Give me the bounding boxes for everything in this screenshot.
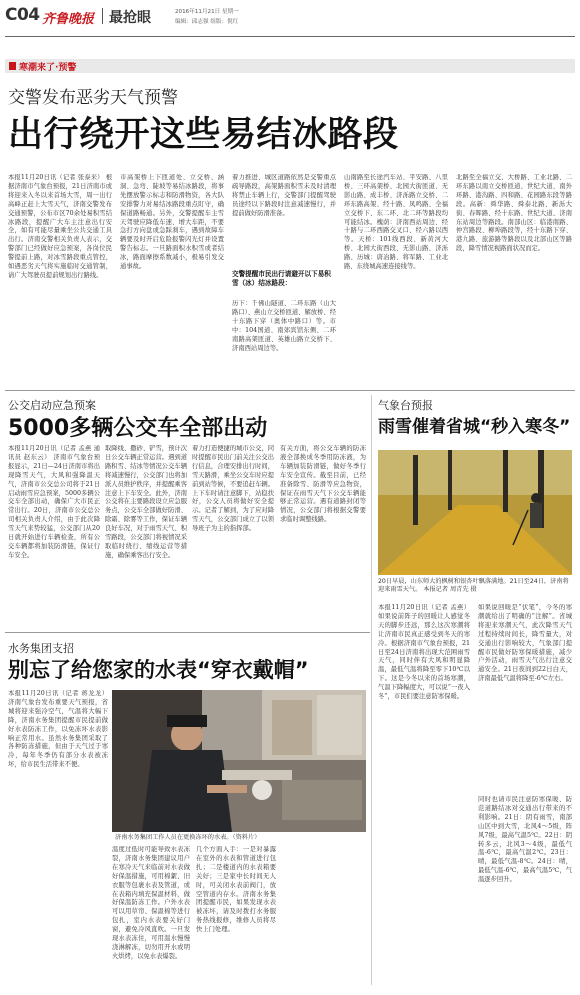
story3-col1: 本报11月20日讯（记者 蒋龙龙） 济南气象台发布重要天气预报，省城将迎来强冷空气，气温将大幅下降，济南水务集团提醒市民提前做好水表防冻工作，以免冻坏水表影响正常用水。虽然水务集团采取了各种防冻措施，但由于天气过于寒冷，每年冬季仍有部分水表被冻坏，给市民生活带来不便。 (8, 690, 108, 769)
story1-headline: 出行绕开这些易结冰路段 (8, 115, 399, 155)
column-divider (371, 395, 372, 985)
story2-col3: 着力打造便捷的城市公交，同时提醒市民出门前关注公交出行信息，合理安排出行时间，雪天路滑，乘坐公交车时应提前到站等候，不要追赶车辆。上下车时请注意脚下，站稳扶好，公交人员将做好安全提示。记者了解到，为了应对降雪天气，公交部门成立了以领导班子为主的指挥部。 (192, 445, 274, 533)
story4-headline: 雨雪催着省城“秒入寒冬” (378, 417, 571, 437)
story4-col1: 本报11月20日讯（记者 孟燕） 如果说前阵子的回暖让人感觉冬天的脚步还远，那么这次寒潮将让济南市民真正感受到冬天的寒冷。根据济南市气象台预报，21日至24日济南将出现大范围雨雪天气，同时伴有大风和明显降温，最低气温将降至零下10℃以下。这是今冬以来的首场寒潮，气温下降幅度大，可以说“一夜入冬”，市民们要注意防寒保暖。 (378, 604, 470, 701)
editor-line: 编辑：邱志强 组版：倪红 (175, 19, 239, 25)
masthead (5, 3, 575, 37)
divider-1 (5, 390, 575, 391)
story1-notice-box (232, 270, 336, 382)
story4-col2: 如果说回暖是“伏笔”，今冬的寒潮就给出了明确的“注解”。省城将迎来寒潮天气，此次降雪天气过程持续时间长，降雪量大，对交通出行影响较大，气象部门提醒市民做好防寒保暖措施，减少户外活动，雨雪天气出行注意交通安全。21日夜间到22日白天，济南最低气温将降至-6℃左右。 (478, 604, 572, 683)
story2-col4: 有关方面，将公交车辆的防冻液全部换成冬季用防冻液，为车辆加装防滑链，做好冬季行车安全宣传。截至目前，已经准备除雪、防滑等应急物资，保证在雨雪天气下公交车辆能够正常运营。遇有道路封闭等情况，公交部门将根据交警要求临时调整线路。 (280, 445, 366, 524)
notice-box-title: 交警提醒市民出行请避开以下易积雪（冰）结冰路段： (232, 270, 331, 287)
section-title: 最抢眼 (109, 10, 151, 26)
story1-col4: 山南路至长途汽车站、平安路、八里桥、三环高架桥、北园大街匝道、无影山路、成丰桥、济泺路立交桥、二环东路高架、经十路、凤鸣路、全福立交桥下、东二环、北二环等路段均可能结冰。槐荫：济南西站周边、经十路与二环西路交叉口、经六路以西等。天桥：101线西段、新黄河大桥、北园大街西段、无影山路、济泺路、历城：唐冶路、将军路、工业北路、东绕城高速连接线等。 (344, 174, 448, 271)
page-number: C04 (5, 5, 40, 25)
story1-col2: 市高架桥上下匝道处、立交桥、涵洞、急弯、陡坡等易结冰路段，将事先摆放警示标志和防滑物资，各大队安排警力对易结冰路段重点盯守，确保道路畅通。另外，交警提醒车主雪天驾驶应降低车速、增大车距，不要急打方向盘或急踩刹车，遇到故障车辆要及时开启危险报警闪光灯并设置警告标志。一旦路面积水积雪或者结冰，路面摩擦系数减小，极易引发交通事故。 (120, 174, 224, 271)
banner-text: 寒潮来了·预警 (19, 63, 77, 73)
autumn-leaves-photo (378, 450, 572, 575)
story1-col3: 着力推进、城区道路依然是交警重点疏导路段，高架路面积雪未及时清理将禁止车辆上行，交警部门提醒驾驶员途经以下路段时注意减速慢行，并提前做好防滑准备。 (232, 174, 336, 217)
autumn-leaves-caption: 20日早晨，山东师大的枫树和银杏叶飘落满地。21日至24日，济南将迎来雨雪天气。 本报记者 周青先 摄 (378, 578, 569, 593)
story1-kicker: 交警发布恶劣天气预警 (8, 88, 178, 108)
paper-logo: 齐鲁晚报 (42, 12, 95, 27)
story2-col2: 取降线、撒砂、铲雪，预计次日公交车辆正常运营。遇到道路积雪、结冰等情况公交车辆将减速慢行，公交部门也将加派人员维护秩序，并提醒乘客注意上下车安全。此外，济南公交将在主要路段设立应急服务点，公交车全部做好防滑、除霜、除雾等工作，保证车辆良好车况，对于雨雪天气、积雪路段，公交部门将视情况采取临时绕行、缩线运营等措施，确保乘客出行安全。 (105, 445, 187, 559)
header-divider (102, 8, 103, 24)
story2-headline: 5000多辆公交车全部出动 (8, 416, 268, 441)
notice-box-text: 历下：千佛山隧道、二环东路（山大路口）、燕山立交桥匝道、解放桥、经十东路下穿（奥体中路口）等。市中：104国道、南郊宾馆东侧、二环南路高架匝道、英雄山路立交桥下、济南西站周边等。 (232, 300, 336, 352)
water-meter-caption: 济南水务集团工作人员在更换冻坏的水表。（资料片） (115, 834, 261, 841)
water-meter-photo-image (112, 690, 366, 832)
story1-col5: 北路至全福立交、大桥路、工业北路、二环东路以南立交桥匝道、世纪大道、南外环路、港沟路、四和路、花园路东段等路段。高新：舜华路、舜泰北路、新泺大街、春晖路、经十东路、世纪大道、济南东站周边等路段。南部山区：临港南路、仲宫路段、柳埠路段等，经十东路下穿、港九路、旅游路等路段以及北部山区等路段，降雪情况视路面状况而定。 (456, 174, 572, 253)
water-meter-photo (112, 690, 366, 832)
story4-kicker: 气象台预报 (378, 399, 433, 412)
header-rule (5, 36, 575, 37)
story3-col2: 温度过低时可能导致水表冻裂，济南水务集团建议用户在寒冷天气来临前对水表做好保温措施，可用棉絮、旧衣服等包裹水表及管道，或在表箱内填充保温材料，做好保温防冻工作。户外水表可以用草帘、保温棉等进行包扎，室内水表要关好门窗，避免冷风直吹。一旦发现水表冻住，可用温水慢慢浇淋解冻，切勿用开水或明火烘烤，以免水表爆裂。 (112, 846, 190, 960)
divider-2 (5, 632, 370, 633)
banner-marker (9, 62, 16, 70)
story2-kicker: 公交启动应急预案 (8, 399, 96, 412)
section-banner (5, 59, 575, 73)
story1-col1: 本报11月20日讯（记者 张泰来） 根据济南市气象台预报，21日济南市或将迎来入冬以来首场大雪，周一出行高峰正赶上大雪天气，济南交警发布交通预警，公布市区70余处易积雪结冰路段，提醒广大车主注意出行安全，如有可能尽量乘坐公共交通工具出行。济南交警相关负责人表示，交警部门已经做好应急预案，各岗位民警提前上路，对冰雪路段重点管控，如遇恶劣天气将实施临时交通管制，请广大驾驶员提前规划出行路线。 (8, 174, 112, 279)
story3-col3: 几个方面入手：一是对暴露在室外的水表和管道进行包扎；二是楼道内的水表箱要关好；三是家中长时间无人时，可关闭水表前阀门，放空管道内存水。济南水务集团提醒市民，如果发现水表被冻坏，请及时拨打水务服务热线报修，维修人员将尽快上门处理。 (196, 846, 276, 934)
date-line: 2016年11月21日 星期一 (175, 9, 239, 15)
story3-headline: 别忘了给您家的水表“穿衣戴帽” (8, 658, 309, 682)
story2-col1: 本报11月20日讯（记者 孟燕 通讯员 赵东云） 济南市气象台预报显示，21日—24日济南市将出现降雪天气，大风和强降温天气，济南市公交总公司将于21日启动雨雪应急预案，5000多辆公交车全部出动，确保广大市民正常出行。20日，济南市公交总公司相关负责人介绍，由于此次降雪天气来势较猛，公交部门从20日就开始进行车辆检查，所有公交车辆都将加装防滑链，保证行车安全。 (8, 445, 100, 559)
story3-kicker: 水务集团支招 (8, 642, 74, 655)
story4-col3: 同时也请市民注意防寒保暖、防范道路结冰对交通出行带来的不利影响。21日：阴有雨雪，南部山区中到大雪，北风4～5级，阵风7级，最高气温5℃。22日：阴转多云，北风3～4级，最低气温-6℃，最高气温2℃。23日：晴，最低气温-8℃。24日：晴，最低气温-6℃，最高气温5℃，气温逐步回升。 (478, 796, 572, 884)
autumn-leaves-photo-image (378, 450, 572, 575)
